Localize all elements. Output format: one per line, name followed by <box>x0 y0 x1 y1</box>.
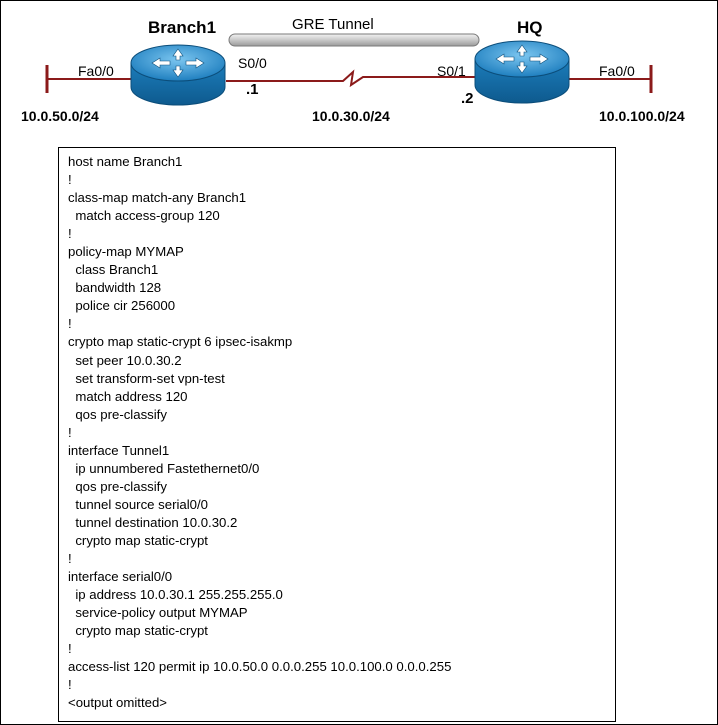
config-line: ip unnumbered Fastethernet0/0 <box>68 460 260 476</box>
config-line: access-list 120 permit ip 10.0.50.0 0.0.0.255 10.0.100.0 0.0.0.255 <box>68 659 452 675</box>
branch1-lan-interface: Fa0/0 <box>78 63 114 79</box>
config-lines <box>68 153 451 712</box>
wan-network: 10.0.30.0/24 <box>312 108 390 124</box>
config-line: ! <box>68 316 72 332</box>
config-line: interface serial0/0 <box>68 569 173 585</box>
hq-host-address: .2 <box>461 90 474 107</box>
hq-router-icon <box>475 41 569 103</box>
config-line: qos pre-classify <box>68 406 167 422</box>
config-line: class-map match-any Branch1 <box>68 190 247 206</box>
config-line: match address 120 <box>68 388 188 404</box>
branch1-router-icon <box>131 45 225 105</box>
config-line: match access-group 120 <box>68 208 220 224</box>
config-line: ! <box>68 677 72 693</box>
branch1-wan-interface: S0/0 <box>238 55 267 71</box>
config-line: host name Branch1 <box>68 154 183 169</box>
config-line: tunnel source serial0/0 <box>68 496 209 512</box>
hq-lan-interface: Fa0/0 <box>599 63 635 79</box>
config-line: bandwidth 128 <box>68 280 162 296</box>
config-line: <output omitted> <box>68 695 167 711</box>
config-line: ! <box>68 226 72 242</box>
hq-router-name: HQ <box>517 18 543 37</box>
hq-wan-interface: S0/1 <box>437 63 466 79</box>
config-line: ip address 10.0.30.1 255.255.255.0 <box>68 587 283 603</box>
config-line: set peer 10.0.30.2 <box>68 352 182 368</box>
config-line: service-policy output MYMAP <box>68 605 248 621</box>
config-line: class Branch1 <box>68 262 159 278</box>
config-line: ! <box>68 172 72 188</box>
branch1-router-name: Branch1 <box>148 18 217 37</box>
branch1-host-address: .1 <box>246 81 259 98</box>
config-line: police cir 256000 <box>68 298 176 314</box>
branch-lan-network: 10.0.50.0/24 <box>21 108 99 124</box>
config-line: crypto map static-crypt 6 ipsec-isakmp <box>68 334 293 350</box>
gre-tunnel <box>229 34 479 46</box>
config-listing-box <box>58 147 616 722</box>
config-line: crypto map static-crypt <box>68 532 208 548</box>
gre-tunnel-label: GRE Tunnel <box>292 16 374 33</box>
config-line: ! <box>68 641 72 657</box>
config-line: tunnel destination 10.0.30.2 <box>68 514 238 530</box>
config-line: policy-map MYMAP <box>68 244 184 260</box>
config-line: ! <box>68 424 72 440</box>
config-line: qos pre-classify <box>68 478 167 494</box>
config-line: interface Tunnel1 <box>68 442 170 458</box>
config-line: crypto map static-crypt <box>68 623 208 639</box>
config-line: ! <box>68 551 72 567</box>
hq-lan-network: 10.0.100.0/24 <box>599 108 685 124</box>
config-line: set transform-set vpn-test <box>68 370 225 386</box>
